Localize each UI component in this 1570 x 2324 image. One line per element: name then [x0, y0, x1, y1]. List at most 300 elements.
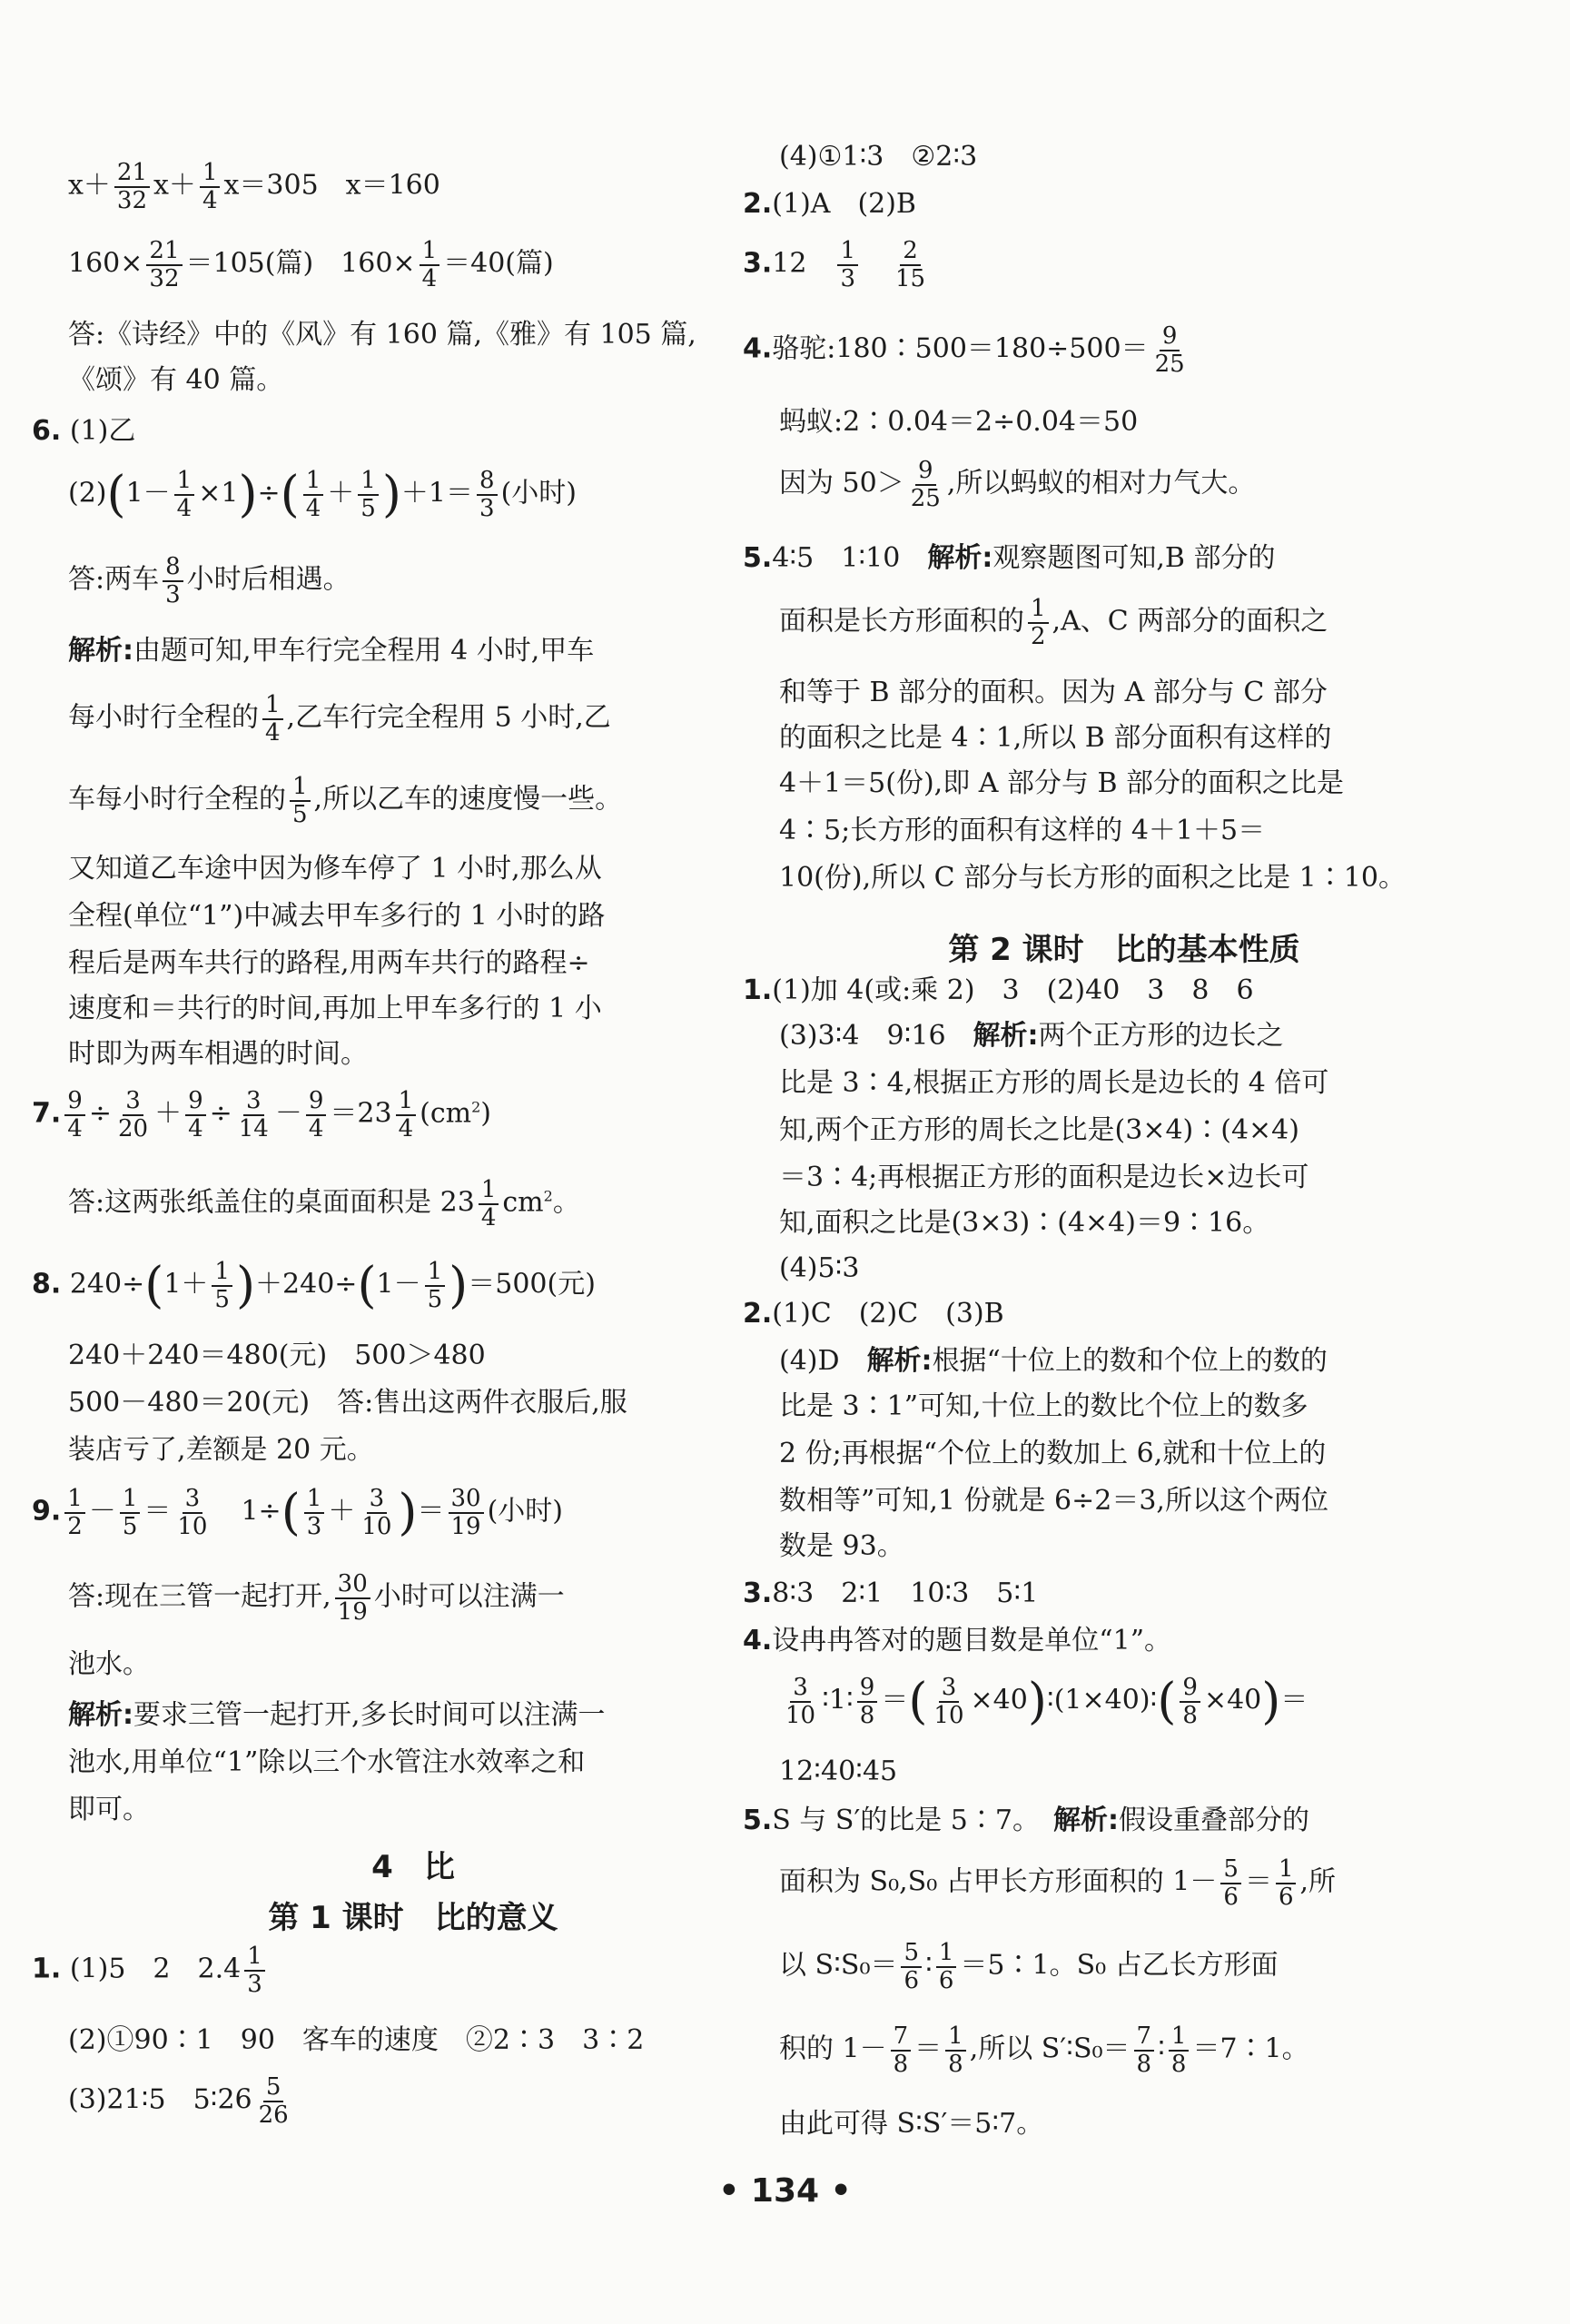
p1-line-6: 知,面积之比是(3×3)∶(4×4)＝9∶16。 — [779, 1207, 1270, 1239]
denominator: 4 — [421, 264, 438, 292]
q6-analysis-4: 又知道乙车途中因为修车停了 1 小时,那么从 — [68, 853, 602, 885]
numerator: 1 — [396, 1088, 417, 1116]
p3-line — [743, 1578, 1038, 1610]
fraction — [931, 1675, 966, 1728]
text: (3)3∶4 9∶16 — [779, 1020, 973, 1052]
fraction — [303, 468, 324, 521]
parenthesis: ) — [381, 465, 401, 523]
text: (cm — [420, 1097, 472, 1130]
numerator: 3 — [790, 1675, 811, 1703]
text: 12 — [772, 247, 807, 280]
numerator: 1 — [1276, 1856, 1297, 1884]
text: 5. — [743, 542, 773, 574]
fraction — [1152, 323, 1188, 377]
q8-line-2: 240＋240＝480(元) 500＞480 — [68, 1340, 486, 1371]
text: ÷ — [88, 1097, 112, 1130]
numerator: 1 — [174, 468, 195, 496]
r-q5-4: 的面积之比是 4∶1,所以 B 部分面积有这样的 — [779, 722, 1332, 754]
q9-analysis-3: 即可。 — [68, 1794, 150, 1825]
page-number: • 134 • — [718, 2172, 852, 2210]
denominator: 5 — [122, 1512, 138, 1540]
denominator: 4 — [202, 186, 218, 214]
answer-line: 《颂》有 40 篇。 — [68, 364, 284, 396]
text: (1)C (2)C (3)B — [772, 1298, 1004, 1330]
q8-line-4: 装店亏了,差额是 20 元。 — [68, 1434, 374, 1466]
fraction — [1134, 2023, 1155, 2077]
numerator: 8 — [477, 468, 498, 496]
denominator: 8 — [1182, 1701, 1198, 1729]
text: x＋ — [153, 169, 196, 202]
parenthesis: ( — [1157, 1672, 1177, 1730]
text: ＋ — [328, 1495, 356, 1528]
denominator: 10 — [785, 1701, 816, 1729]
parenthesis: ) — [449, 1256, 469, 1314]
text: 以 S∶S₀＝ — [779, 1949, 898, 1982]
text: － — [274, 1097, 302, 1130]
denominator: 8 — [893, 2050, 909, 2078]
numerator: 3 — [367, 1486, 388, 1514]
denominator: 3 — [165, 580, 181, 608]
r-q3 — [743, 238, 932, 292]
denominator: 2 — [67, 1512, 83, 1540]
text: ＝23 — [330, 1097, 392, 1130]
answer-line: 答:《诗经》中的《风》有 160 篇,《雅》有 105 篇, — [68, 319, 696, 351]
denominator: 8 — [859, 1701, 875, 1729]
p5-line-5: 由此可得 S∶S′＝5∶7。 — [779, 2108, 1044, 2140]
fraction — [256, 2074, 291, 2128]
numerator: 1 — [212, 1259, 232, 1287]
text: 1. — [743, 974, 773, 1006]
numerator: 1 — [244, 1943, 265, 1972]
numerator: 1 — [1028, 596, 1049, 624]
denominator: 4 — [188, 1114, 203, 1142]
denominator: 5 — [292, 800, 308, 828]
parenthesis: ) — [1261, 1672, 1281, 1730]
text: 假设重叠部分的 — [1118, 1805, 1309, 1836]
r-q5-1 — [743, 543, 1275, 575]
fraction — [901, 1940, 922, 1993]
numerator: 2 — [900, 238, 921, 266]
text: 由题可知,甲车行完全程用 4 小时,甲车 — [133, 635, 595, 667]
fraction — [1276, 1856, 1297, 1910]
numerator: 5 — [901, 1940, 922, 1968]
numerator: 9 — [64, 1088, 85, 1116]
denominator: 14 — [238, 1114, 269, 1142]
text: 答:两车 — [68, 563, 160, 596]
fraction — [857, 1675, 878, 1728]
text: ＝ — [417, 1495, 445, 1528]
numerator: 5 — [1220, 1856, 1241, 1884]
text: ＝40(篇) — [443, 247, 554, 280]
text: 2 — [543, 1187, 553, 1205]
text: ×40 — [1203, 1684, 1262, 1716]
r-q4 — [743, 323, 1191, 377]
fraction — [837, 238, 858, 292]
text: ＝7∶1。 — [1192, 2032, 1309, 2065]
fraction — [212, 1259, 232, 1312]
numerator: 9 — [857, 1675, 878, 1703]
text: (1)5 2 2.4 — [69, 1953, 242, 1985]
p1-line-4: 知,两个正方形的周长之比是(3×4)∶(4×4) — [779, 1114, 1299, 1146]
p4-line — [743, 1626, 1171, 1657]
text: ＝105(篇) 160× — [185, 247, 416, 280]
numerator: 3 — [183, 1486, 203, 1514]
text: ,所以 S′∶S₀＝ — [969, 2032, 1131, 2065]
fraction — [449, 1486, 484, 1539]
text: x＋ — [68, 169, 111, 202]
text: 8∶3 2∶1 10∶3 5∶1 — [772, 1577, 1039, 1609]
numerator: 3 — [939, 1675, 960, 1703]
q9-analysis-1 — [68, 1700, 606, 1732]
text: ÷ — [209, 1097, 232, 1130]
q6-analysis-6: 程后是两车共行的路程,用两车共行的路程÷ — [68, 947, 590, 979]
text: 8. — [32, 1268, 62, 1300]
denominator: 5 — [427, 1285, 443, 1313]
fraction — [64, 1486, 85, 1539]
p1-line-2 — [779, 1021, 1284, 1053]
denominator: 4 — [305, 494, 321, 522]
numerator: 1 — [425, 1259, 446, 1287]
denominator: 4 — [265, 718, 281, 747]
numerator: 9 — [306, 1088, 327, 1116]
p5-line-1 — [743, 1805, 1309, 1837]
fraction — [163, 554, 183, 608]
denominator: 15 — [895, 264, 926, 292]
denominator: 26 — [258, 2101, 289, 2129]
text: 2. — [743, 188, 773, 220]
numerator: 1 — [64, 1486, 85, 1514]
fraction — [115, 1088, 151, 1142]
lesson-title: 第 2 课时 比的基本性质 — [948, 932, 1300, 968]
parenthesis: ( — [280, 465, 300, 523]
q7-answer — [68, 1177, 580, 1231]
numerator: 1 — [120, 1486, 141, 1514]
fraction — [783, 1675, 818, 1728]
text: 。 — [552, 1186, 580, 1219]
denominator: 10 — [177, 1512, 208, 1540]
numerator: 1 — [837, 238, 858, 266]
q9-analysis-2: 池水,用单位“1”除以三个水管注水效率之和 — [68, 1746, 586, 1778]
denominator: 4 — [398, 1114, 414, 1142]
fraction — [174, 1486, 210, 1539]
text: 小时可以注满一 — [373, 1580, 565, 1613]
numerator: 1 — [936, 1940, 957, 1968]
text: 1. — [32, 1953, 62, 1985]
text: 7. — [32, 1097, 62, 1130]
numerator: 1 — [304, 1486, 325, 1514]
p1-line-3: 比是 3∶4,根据正方形的周长是边长的 4 倍可 — [779, 1067, 1329, 1099]
p1-line-1 — [743, 975, 1254, 1007]
q7-line — [32, 1088, 491, 1142]
fraction — [1028, 596, 1049, 649]
fraction — [236, 1088, 272, 1142]
denominator: 19 — [337, 1597, 368, 1626]
parenthesis: ( — [106, 465, 126, 523]
denominator: 3 — [479, 494, 495, 522]
s1-line-1 — [32, 1943, 269, 1997]
denominator: 4 — [308, 1114, 324, 1142]
fraction — [891, 2023, 912, 2077]
fraction — [185, 1088, 206, 1142]
fraction — [396, 1088, 417, 1142]
denominator: 6 — [1223, 1883, 1239, 1911]
parenthesis: ( — [357, 1256, 377, 1314]
text: ＝ — [1244, 1865, 1272, 1898]
denominator: 6 — [903, 1966, 920, 1994]
text: ,所以蚂蚁的相对力气大。 — [946, 467, 1256, 499]
denominator: 10 — [361, 1512, 392, 1540]
p1-line-7: (4)5∶3 — [779, 1252, 860, 1284]
fraction — [290, 774, 311, 827]
p1-line-5: ＝3∶4;再根据正方形的面积是边长×边长可 — [779, 1162, 1309, 1193]
r-q5-5: 4＋1＝5(份),即 A 部分与 B 部分的面积之比是 — [779, 767, 1345, 799]
text: (4)D — [779, 1345, 867, 1377]
text: (2) — [68, 477, 107, 509]
numerator: 1 — [479, 1177, 499, 1205]
numerator: 21 — [114, 160, 150, 188]
fraction — [1169, 2023, 1190, 2077]
text: 1＋ — [163, 1268, 209, 1300]
p2-line-1 — [743, 1299, 1004, 1330]
text: 每小时行全程的 — [68, 701, 259, 734]
text: 5. — [743, 1805, 773, 1836]
p4-line-2 — [779, 1672, 1308, 1730]
fraction — [479, 1177, 499, 1231]
fraction — [244, 1943, 265, 1997]
text: 面积是长方形面积的 — [779, 605, 1024, 638]
eq-line-2 — [68, 238, 554, 292]
numerator: 1 — [200, 160, 221, 188]
eq-line-1 — [68, 160, 440, 213]
fraction — [114, 160, 150, 213]
q9-line — [32, 1483, 564, 1541]
text: 骆驼:180∶500＝180÷500＝ — [772, 332, 1149, 365]
text: ,乙车行完全程用 5 小时,乙 — [286, 701, 611, 734]
text: ＝ — [881, 1684, 909, 1716]
parenthesis: ( — [144, 1256, 164, 1314]
text: 3. — [743, 247, 773, 280]
p2-line-3: 比是 3∶1”可知,十位上的数比个位上的数多 — [779, 1390, 1308, 1422]
fraction — [146, 238, 182, 292]
text: ＋ — [327, 477, 355, 509]
p5-line-3 — [779, 1940, 1279, 1993]
text: 9. — [32, 1495, 62, 1528]
fraction — [262, 692, 283, 746]
text: 4∶5 1∶10 — [772, 542, 928, 574]
fraction — [174, 468, 195, 521]
denominator: 20 — [117, 1114, 149, 1142]
section-title: 4 比 — [371, 1849, 455, 1885]
text: ＋ — [154, 1097, 183, 1130]
denominator: 5 — [360, 494, 376, 522]
numerator: 1 — [1169, 2023, 1190, 2052]
r-q4-2: 蚂蚁:2∶0.04＝2÷0.04＝50 — [779, 406, 1139, 438]
text: 3. — [743, 1577, 773, 1609]
p5-line-2 — [779, 1856, 1336, 1910]
denominator: 3 — [306, 1512, 322, 1540]
denominator: 10 — [933, 1701, 964, 1729]
parenthesis: ) — [238, 465, 258, 523]
text: 要求三管一起打开,多长时间可以注满一 — [133, 1699, 606, 1731]
text: cm — [502, 1186, 544, 1219]
parenthesis: ( — [908, 1672, 928, 1730]
text: ＝ — [914, 2032, 943, 2065]
text: ÷ — [257, 477, 281, 509]
r-q2 — [743, 189, 916, 221]
r-line-1: (4)①1∶3 ②2∶3 — [779, 141, 978, 173]
denominator: 3 — [840, 264, 856, 292]
text: ＝ — [1280, 1684, 1308, 1716]
numerator: 9 — [185, 1088, 206, 1116]
s1-line-3 — [68, 2074, 295, 2128]
p5-line-4 — [779, 2023, 1309, 2077]
numerator: 1 — [262, 692, 283, 720]
fraction — [1220, 1856, 1241, 1910]
text: 1÷ — [213, 1495, 281, 1528]
text: (1)加 4(或:乘 2) 3 (2)40 3 8 6 — [772, 974, 1254, 1006]
text: 1－ — [376, 1268, 421, 1300]
text: 面积为 S₀,S₀ 占甲长方形面积的 1－ — [779, 1865, 1218, 1898]
r-q4-3 — [779, 458, 1255, 511]
numerator: 1 — [290, 774, 311, 802]
denominator: 5 — [214, 1285, 230, 1313]
text: ∶(1×40)∶ — [1046, 1684, 1158, 1716]
r-q5-6: 4∶5;长方形的面积有这样的 4＋1＋5＝ — [779, 815, 1266, 846]
text: 解析: — [68, 635, 133, 667]
fraction — [477, 468, 498, 521]
denominator: 3 — [247, 1970, 262, 1998]
p2-line-4: 2 份;再根据“个位上的数加上 6,就和十位上的 — [779, 1438, 1327, 1469]
numerator: 30 — [449, 1486, 484, 1514]
denominator: 8 — [1136, 2050, 1152, 2078]
text: 2 — [471, 1098, 481, 1116]
numerator: 1 — [945, 2023, 966, 2052]
text: ＝500(元) — [468, 1268, 596, 1300]
text: 因为 50＞ — [779, 467, 904, 499]
text: 解析: — [1052, 1805, 1119, 1836]
text: 小时后相遇。 — [186, 563, 351, 596]
fraction — [64, 1088, 85, 1142]
parenthesis: ) — [1027, 1672, 1047, 1730]
text: ×1 — [198, 477, 239, 509]
fraction — [425, 1259, 446, 1312]
numerator: 7 — [891, 2023, 912, 2052]
r-q5-7: 10(份),所以 C 部分与长方形的面积之比是 1∶10。 — [779, 862, 1406, 894]
fraction — [120, 1486, 141, 1539]
r-q5-2 — [779, 596, 1328, 649]
s1-line-2: (2)①90∶1 90 客车的速度 ②2∶3 3∶2 — [68, 2024, 645, 2056]
numerator: 21 — [146, 238, 182, 266]
q6-answer — [68, 554, 351, 608]
text: 解析: — [866, 1345, 933, 1377]
fraction — [945, 2023, 966, 2077]
fraction — [893, 238, 928, 292]
text: (3)21∶5 5∶26 — [68, 2083, 252, 2116]
numerator: 1 — [303, 468, 324, 496]
fraction — [936, 1940, 957, 1993]
denominator: 8 — [948, 2050, 963, 2078]
parenthesis: ( — [281, 1483, 301, 1541]
numerator: 7 — [1134, 2023, 1155, 2052]
text: ＋240÷ — [255, 1268, 358, 1300]
numerator: 3 — [243, 1088, 264, 1116]
q8-line — [32, 1256, 596, 1314]
denominator: 32 — [149, 264, 180, 292]
text: 4. — [743, 1625, 773, 1656]
text: ＝ — [143, 1495, 172, 1528]
numerator: 9 — [915, 458, 936, 486]
q9-answer-2: 池水。 — [68, 1648, 150, 1680]
q6-analysis-3 — [68, 774, 622, 827]
text: 解析: — [68, 1699, 133, 1731]
text: ) — [480, 1097, 491, 1130]
text: 答:这两张纸盖住的桌面面积是 23 — [68, 1186, 475, 1219]
fraction — [358, 468, 379, 521]
text: 1－ — [125, 477, 171, 509]
numerator: 9 — [1160, 323, 1180, 351]
text: ＝5∶1。S₀ 占乙长方形面 — [960, 1949, 1279, 1982]
text: ＋1＝ — [400, 477, 474, 509]
text: 160× — [68, 247, 143, 280]
fraction — [420, 238, 440, 292]
text: ∶ — [925, 1949, 933, 1982]
denominator: 4 — [480, 1203, 497, 1231]
numerator: 1 — [358, 468, 379, 496]
text: ×40 — [970, 1684, 1028, 1716]
denominator: 2 — [1031, 622, 1046, 650]
text: 240÷ — [69, 1268, 145, 1300]
parenthesis: ) — [398, 1483, 418, 1541]
text: ,A、C 两部分的面积之 — [1052, 605, 1328, 638]
denominator: 32 — [116, 186, 148, 214]
text: x＝305 x＝160 — [223, 169, 440, 202]
q6-analysis-2 — [68, 692, 611, 746]
q9-answer — [68, 1571, 565, 1625]
text: S 与 S′的比是 5∶7。 — [772, 1805, 1053, 1836]
text: 观察题图可知,B 部分的 — [992, 542, 1276, 574]
text: ,所以乙车的速度慢一些。 — [313, 783, 623, 816]
denominator: 25 — [910, 484, 941, 512]
p2-line-2 — [779, 1346, 1328, 1378]
fraction — [304, 1486, 325, 1539]
text: (小时) — [500, 477, 577, 509]
parenthesis: ) — [235, 1256, 256, 1314]
r-q5-3: 和等于 B 部分的面积。因为 A 部分与 C 部分 — [779, 677, 1328, 708]
denominator: 4 — [176, 494, 193, 522]
text: ∶1∶ — [822, 1684, 854, 1716]
q6-analysis-7: 速度和＝共行的时间,再加上甲车多行的 1 小 — [68, 993, 602, 1024]
text: 6. — [32, 415, 62, 447]
lesson-title: 第 1 课时 比的意义 — [268, 1900, 558, 1936]
numerator: 1 — [420, 238, 440, 266]
numerator: 30 — [335, 1571, 370, 1599]
p4-line-3: 12∶40∶45 — [779, 1755, 898, 1787]
q6-line-1 — [32, 416, 135, 448]
denominator: 4 — [67, 1114, 83, 1142]
fraction — [306, 1088, 327, 1142]
q6-analysis-1 — [68, 636, 594, 668]
text: － — [88, 1495, 116, 1528]
numerator: 9 — [1180, 1675, 1200, 1703]
text: 根据“十位上的数和个位上的数的 — [932, 1345, 1328, 1377]
text: ∶ — [1158, 2032, 1165, 2065]
fraction — [200, 160, 221, 213]
text: (1)乙 — [69, 415, 136, 447]
p2-line-6: 数是 93。 — [779, 1530, 904, 1562]
text: (小时) — [487, 1495, 564, 1528]
text: 车每小时行全程的 — [68, 783, 286, 816]
q6-line-2 — [68, 465, 577, 523]
